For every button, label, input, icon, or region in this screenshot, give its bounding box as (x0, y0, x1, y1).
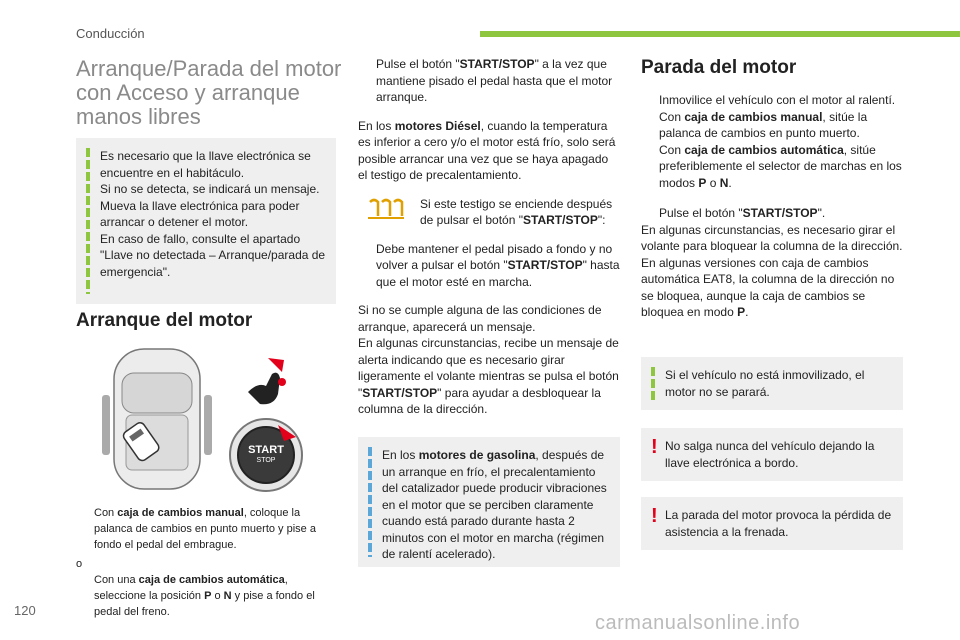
stop-bullet-4 (641, 205, 903, 222)
hand-press-icon (238, 352, 298, 412)
section-label: Conducción (76, 26, 145, 41)
immobilised-text: Si el vehículo no está inmovilizado, el motor no se parará. (665, 368, 865, 399)
column-3 (641, 92, 903, 321)
text-bold: START/STOP (507, 258, 583, 272)
column-2 (358, 56, 620, 418)
text-bold: START/STOP (459, 57, 535, 71)
warning-icon: ! (651, 436, 658, 458)
alert-paragraph (358, 335, 620, 418)
left-mirror (102, 395, 110, 455)
text-bold: N (223, 590, 232, 602)
text-span: , seleccione la posición (94, 574, 288, 602)
bullet-icon (76, 572, 88, 620)
text-span: Con (94, 507, 118, 519)
text-span: ". (817, 206, 826, 220)
steering-paragraph: En algunas circunstancias, es necesario girar el volante para bloquear la columna de la dirección. (641, 222, 903, 253)
text-bold: P (698, 175, 707, 190)
text-span: Con una (94, 574, 139, 586)
info-bar (86, 148, 90, 294)
info-box-immobilised (641, 357, 903, 410)
text-span: En algunas versiones con caja de cambios automática EAT8, la columna de la dirección no se bloquea, aunque la caja de cambios se bloquea en modo (641, 255, 895, 319)
text-span: o (211, 590, 224, 602)
text-span: y pise a fondo el pedal del freno. (94, 590, 315, 618)
text-span: . (728, 175, 732, 190)
text-span: Pulse el botón " (659, 206, 743, 220)
windshield (122, 373, 192, 413)
text-span: En los (382, 448, 419, 462)
stop-bullet-2 (641, 109, 903, 142)
page-number: 120 (14, 603, 36, 618)
warning-key-text: No salga nunca del vehículo dejando la llave electrónica a bordo. (665, 439, 875, 470)
text-span: , después de un arranque en frío, el precalentamiento del catalizador puede producir vibraciones en el motor que se perciben claramente cuando está parado durante hasta 2 minutos con el motor en marcha (régimen de ralentí acelerado). (382, 448, 607, 561)
eat8-paragraph (641, 255, 903, 321)
text-bold: caja de cambios automática (138, 574, 285, 586)
auto-bullet (76, 572, 338, 620)
text-span: ": (597, 213, 606, 227)
text-span: Con (659, 109, 685, 124)
bullet-icon (76, 505, 88, 553)
right-mirror (204, 395, 212, 455)
text-span: Inmovilice el vehículo con el motor al ralentí. (659, 93, 896, 107)
press-arrow-icon (268, 358, 284, 372)
bullet-icon (358, 241, 370, 291)
text-bold: caja de cambios automática (684, 142, 844, 157)
warning-box-brake (641, 497, 903, 550)
text-span: En algunas circunstancias, recibe un mensaje de alerta indicando que es necesario girar ligeramente el volante mientras se pulsa el botón " (358, 336, 619, 400)
text-bold: motores de gasolina (418, 448, 536, 462)
watermark: carmanualsonline.info (595, 612, 801, 634)
text-span: " hasta que el motor esté en marcha. (376, 258, 620, 289)
text-span: , coloque la palanca de cambios en punto muerto y pise a fondo el pedal del embrague. (94, 507, 316, 551)
car-illustration (100, 345, 212, 495)
warning-box-key (641, 428, 903, 481)
text-span: o (706, 175, 720, 190)
text-span: Si este testigo se enciende después de pulsar el botón " (420, 196, 613, 227)
info-bar (651, 367, 655, 400)
text-span: , cuando la temperatura es inferior a cero y/o el motor está frío, solo será posible arrancar una vez que se haya apagado el testigo de precalentamiento. (358, 118, 616, 182)
info-bar (368, 447, 372, 557)
info-box-petrol (358, 437, 620, 567)
text-bold: motores Diésel (394, 118, 481, 133)
bullet-icon (641, 205, 653, 222)
manual-instructions (76, 505, 338, 620)
heading-stop: Parada del motor (641, 57, 797, 78)
press-bullet (358, 56, 620, 106)
info-box-key (76, 138, 336, 304)
hand-shape (248, 373, 280, 405)
text-span: Pulse el botón " (376, 57, 460, 71)
text-bold: caja de cambios manual (684, 109, 823, 124)
warning-icon: ! (651, 505, 658, 527)
keep-bullet (358, 241, 620, 291)
or-text: o (76, 558, 83, 570)
text-bold: START/STOP (523, 213, 598, 227)
text-span: , sitúe preferiblemente el selector de marchas en los modos (659, 142, 902, 190)
text-bold: START/STOP (742, 206, 818, 220)
heading-start: Arranque del motor (76, 310, 253, 331)
header-accent-bar (480, 31, 960, 37)
info-text: Es necesario que la llave electrónica se encuentre en el habitáculo. Si no se detecta, se indicará un mensaje. Mueva la llave electrónica para poder arrancar o detener el motor. En caso de fallo, consulte el apartado "Llave no detectada – Arranque/parada de emergencia". (100, 149, 326, 279)
stop-label: STOP (256, 457, 276, 464)
preheating-warning-icon (366, 196, 406, 222)
bullet-icon (641, 92, 653, 109)
text-bold: caja de cambios manual (117, 507, 244, 519)
text-bold: P (737, 305, 746, 319)
stop-bullet-1 (641, 92, 903, 109)
text-span: En los (358, 118, 395, 133)
page-title: Arranque/Parada del motor con Acceso y arranque manos libres (76, 56, 342, 129)
text-span: Debe mantener el pedal pisado a fondo y no volver a pulsar el botón " (376, 241, 613, 272)
text-span: Con (659, 142, 685, 157)
warning-brake-text: La parada del motor provoca la pérdida de asistencia a la frenada. (665, 508, 892, 539)
text-span: . (745, 305, 749, 319)
text-span: " para ayudar a desbloquear la columna de la dirección. (358, 385, 601, 416)
text-bold: P (204, 590, 212, 602)
manual-bullet (76, 505, 338, 553)
text-bold: N (719, 175, 729, 190)
text-bold: START/STOP (362, 385, 438, 400)
conditions-paragraph: Si no se cumple alguna de las condiciones de arranque, aparecerá un mensaje. (358, 303, 602, 334)
text-span: , sitúe la palanca de cambios en punto muerto. (659, 109, 868, 140)
bullet-icon (358, 56, 370, 106)
petrol-text (382, 447, 610, 563)
bullet-icon (641, 109, 653, 142)
text-span: " a la vez que mantiene pisado el pedal hasta que el motor arranque. (376, 57, 613, 104)
diesel-paragraph (358, 118, 620, 184)
bullet-icon (641, 142, 653, 192)
start-label: START (248, 444, 284, 456)
glow-plug-note (358, 196, 620, 229)
stop-bullet-3 (641, 142, 903, 192)
